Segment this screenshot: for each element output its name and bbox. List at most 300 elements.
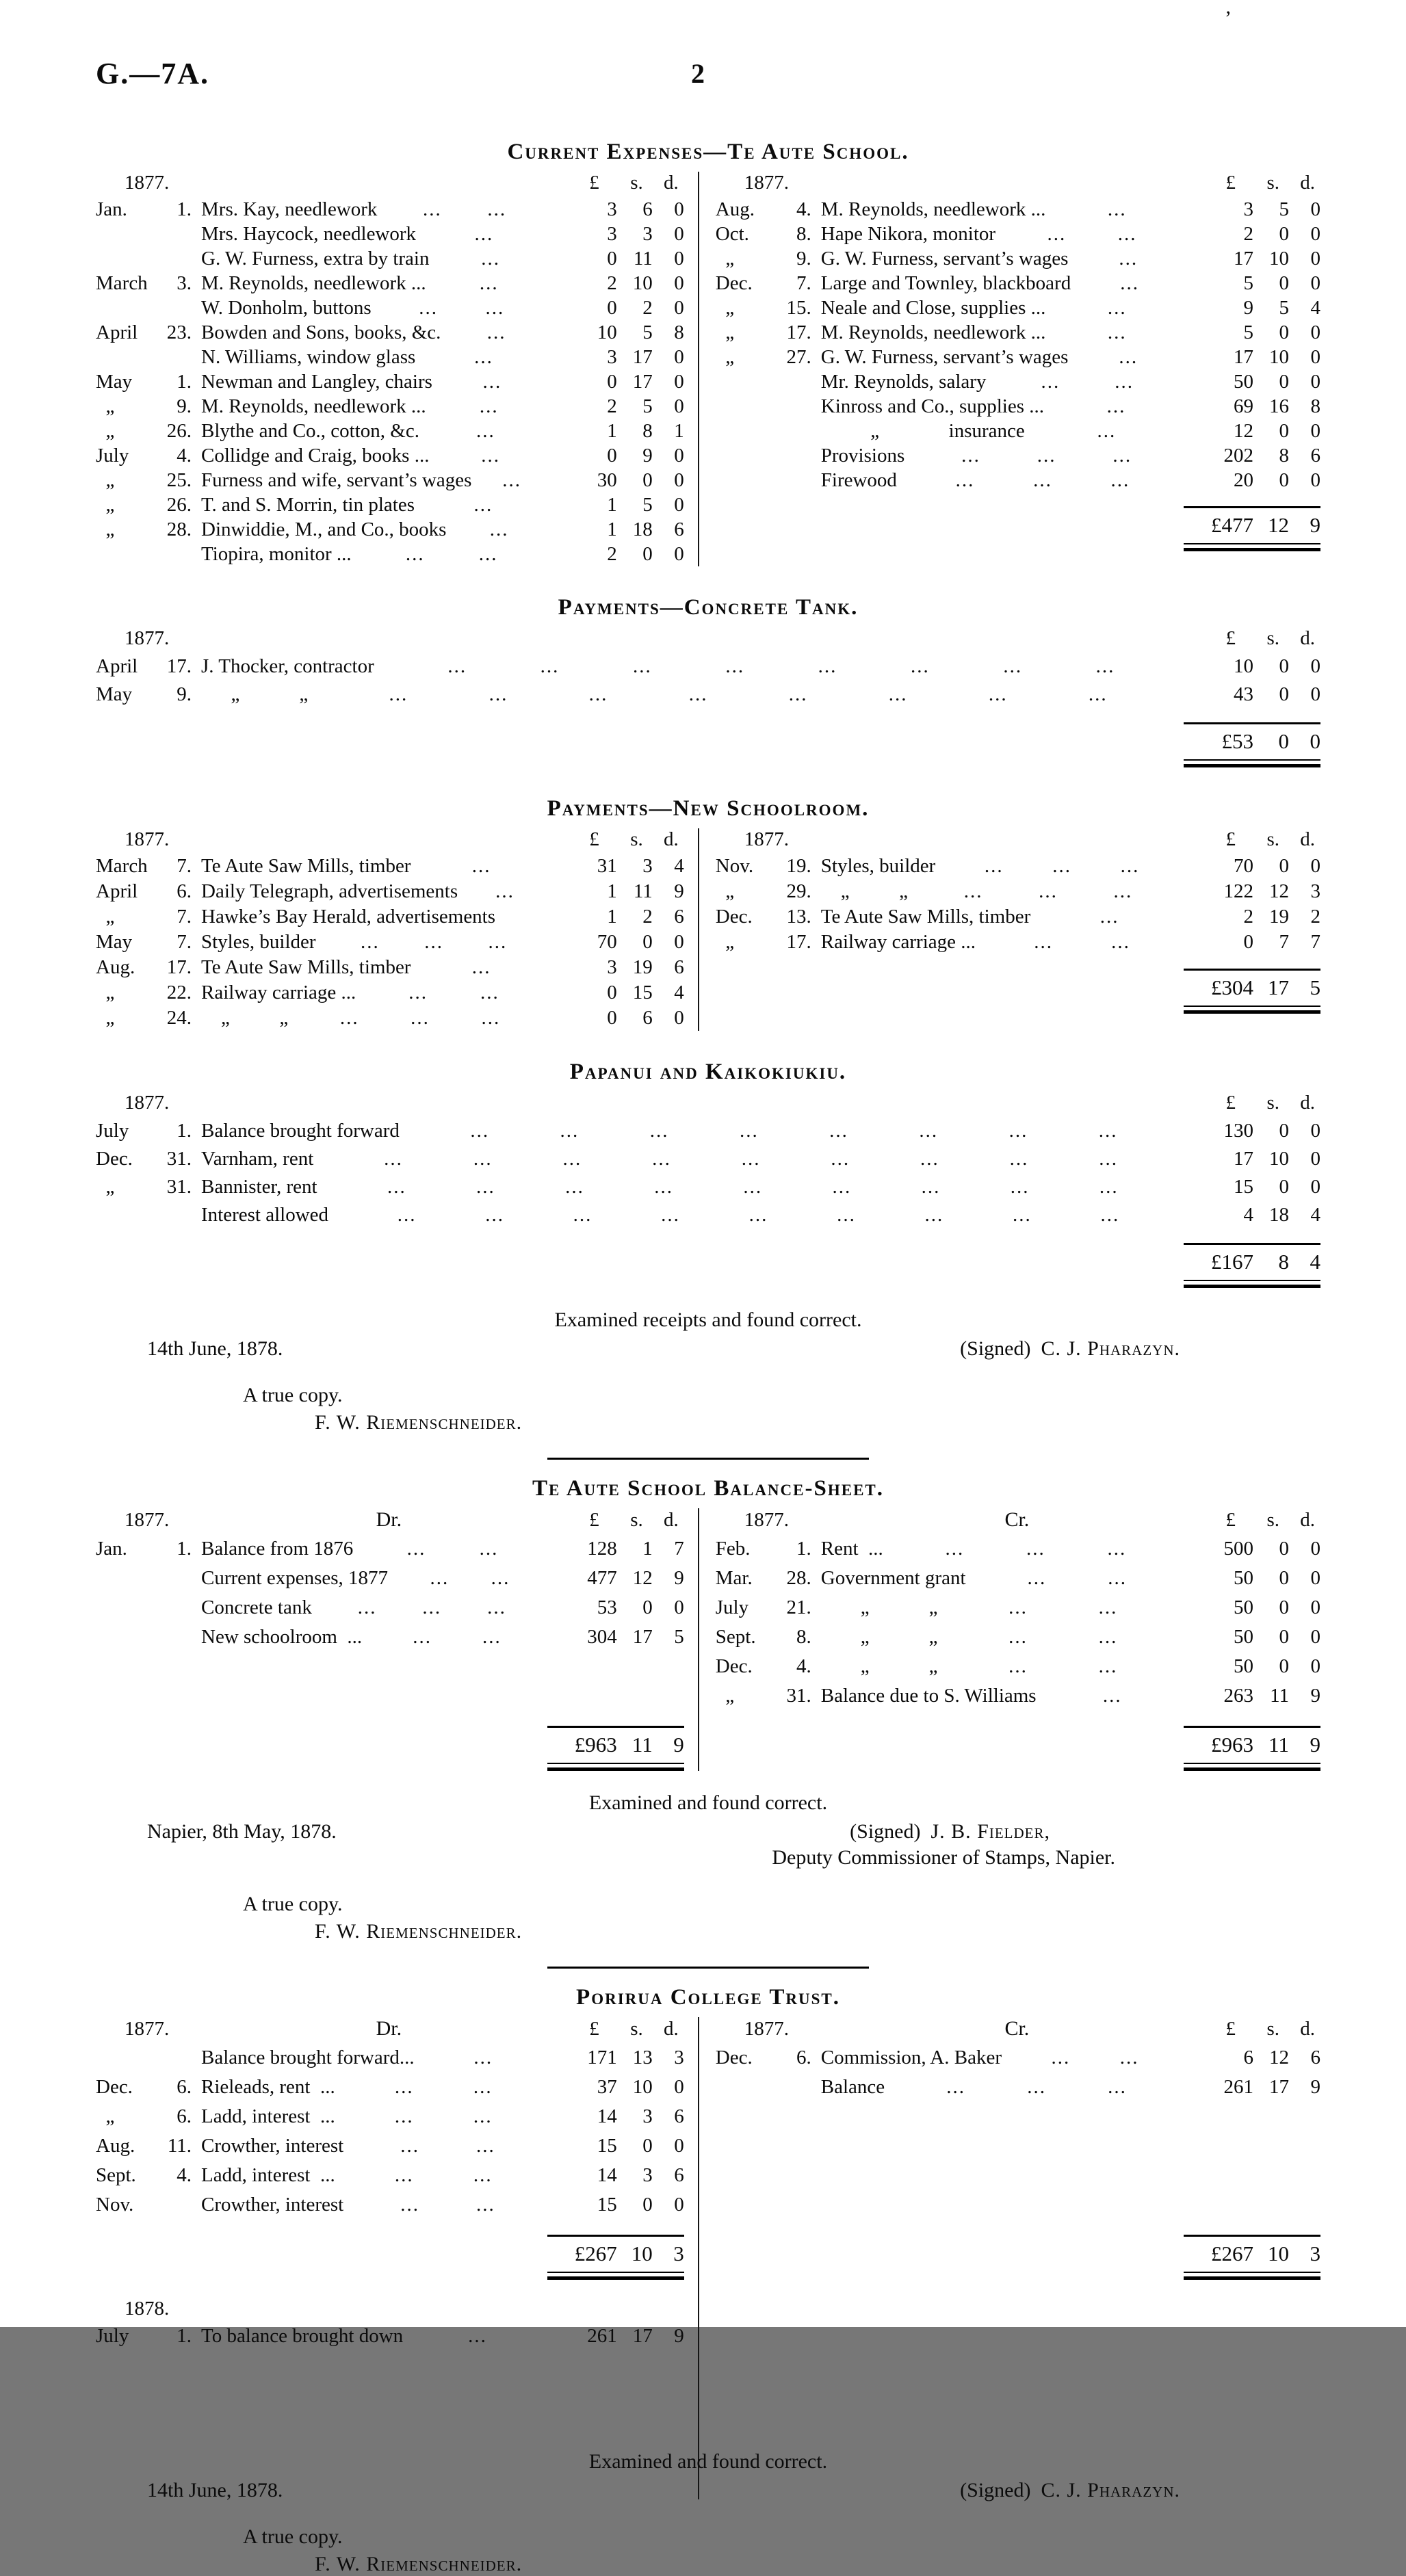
day-cell: 26. bbox=[166, 494, 192, 516]
shillings-cell: 0 bbox=[1279, 272, 1289, 294]
dot-leaders: ... ... bbox=[400, 2194, 495, 2216]
ledger-column-credit bbox=[699, 1508, 1320, 1771]
total-pence: 9 bbox=[1310, 1733, 1320, 1757]
shillings-cell: 0 bbox=[1279, 855, 1289, 877]
description-cell: Current expenses, 1877 bbox=[201, 1567, 389, 1589]
pence-cell: 0 bbox=[674, 1596, 684, 1618]
total-rule bbox=[1184, 1726, 1320, 1728]
total-row bbox=[547, 2241, 684, 2267]
month-cell: „ bbox=[715, 1685, 735, 1707]
month-cell: „ bbox=[96, 2105, 115, 2127]
ledger-rows bbox=[716, 854, 1320, 955]
shillings-cell: 5 bbox=[642, 321, 653, 343]
pounds-cell: 171 bbox=[587, 2047, 617, 2068]
shillings-cell: 0 bbox=[1279, 1176, 1289, 1198]
total-pence: 5 bbox=[1310, 975, 1320, 999]
total-block bbox=[1184, 1243, 1320, 1288]
dot-leaders: ... bbox=[479, 272, 499, 294]
shillings-cell: 0 bbox=[1279, 1538, 1289, 1560]
pence-cell: 6 bbox=[674, 2105, 684, 2127]
total-block bbox=[1184, 1726, 1320, 1771]
pounds-cell: 43 bbox=[1234, 683, 1253, 705]
pence-header: d. bbox=[1300, 172, 1315, 194]
pence-cell: 0 bbox=[1310, 1176, 1320, 1198]
ledger-row bbox=[96, 1117, 1320, 1145]
column-header bbox=[96, 2017, 684, 2040]
pence-cell: 9 bbox=[1310, 2076, 1320, 2098]
dot-leaders: ... ... bbox=[394, 2164, 493, 2186]
day-cell: 31. bbox=[166, 1148, 192, 1170]
pounds-cell: 3 bbox=[607, 198, 617, 220]
year-label: 1877. bbox=[744, 2018, 790, 2040]
dot-leaders: ... ... bbox=[394, 2105, 493, 2127]
day-cell: 15. bbox=[786, 297, 811, 319]
page-number: 2 bbox=[691, 58, 705, 89]
attestation-date: Napier, 8th May, 1878. bbox=[147, 1820, 337, 1843]
ledger-rows bbox=[716, 2043, 1320, 2221]
pence-cell: 5 bbox=[674, 1626, 684, 1648]
total-pence: 0 bbox=[1310, 729, 1320, 753]
pence-cell: 0 bbox=[674, 223, 684, 245]
pence-cell: 1 bbox=[674, 420, 684, 442]
shillings-cell: 0 bbox=[1279, 420, 1289, 442]
day-cell: 4. bbox=[177, 445, 192, 466]
ledger-row bbox=[96, 1622, 684, 1652]
day-cell: 17. bbox=[786, 931, 811, 953]
pounds-cell: 3 bbox=[1243, 198, 1253, 220]
pence-cell: 0 bbox=[674, 469, 684, 491]
description-cell: Bannister, rent bbox=[201, 1176, 317, 1198]
month-cell: Aug. bbox=[715, 198, 755, 220]
shillings-cell: 0 bbox=[1279, 1120, 1289, 1142]
description-cell: Te Aute Saw Mills, timber bbox=[201, 956, 411, 978]
total-rule bbox=[547, 2235, 684, 2237]
ledger-row bbox=[716, 930, 1320, 955]
shillings-header: s. bbox=[630, 828, 643, 850]
month-cell: „ bbox=[96, 494, 115, 516]
pence-cell: 0 bbox=[674, 445, 684, 466]
ledger-row bbox=[96, 1201, 1320, 1229]
pounds-cell: 12 bbox=[1234, 420, 1253, 442]
ledger-row bbox=[96, 904, 684, 930]
ledger-column-credit bbox=[699, 2017, 1320, 2499]
description-cell: „ „ bbox=[820, 1655, 938, 1677]
pounds-cell: 70 bbox=[1234, 855, 1253, 877]
column-header bbox=[96, 172, 684, 194]
month-cell: Jan. bbox=[96, 198, 127, 220]
pence-cell: 0 bbox=[1310, 683, 1320, 705]
pence-cell: 0 bbox=[1310, 223, 1320, 245]
description-cell: Crowther, interest bbox=[201, 2135, 344, 2157]
month-cell: Nov. bbox=[715, 855, 754, 877]
section-balance-sheet bbox=[96, 1476, 1320, 1771]
pounds-cell: 50 bbox=[1234, 1655, 1253, 1677]
description-cell: W. Donholm, buttons bbox=[201, 297, 372, 319]
description-cell: Mrs. Kay, needlework bbox=[201, 198, 378, 220]
pence-cell: 6 bbox=[1310, 445, 1320, 466]
description-cell: Balance bbox=[820, 2076, 885, 2098]
day-cell: 1. bbox=[177, 371, 192, 393]
total-row bbox=[1184, 975, 1320, 1001]
pence-header: d. bbox=[664, 1509, 679, 1531]
pence-cell: 0 bbox=[1310, 1596, 1320, 1618]
day-cell: 4. bbox=[796, 198, 811, 220]
pence-header: d. bbox=[1300, 1092, 1315, 1114]
shillings-cell: 5 bbox=[642, 494, 653, 516]
attestation-date: 14th June, 1878. bbox=[147, 1337, 283, 1360]
pounds-cell: 37 bbox=[597, 2076, 617, 2098]
description-cell: Ladd, interest ... bbox=[201, 2105, 335, 2127]
pounds-cell: 500 bbox=[1223, 1538, 1253, 1560]
ledger-row bbox=[96, 517, 684, 542]
shillings-cell: 18 bbox=[1269, 1204, 1289, 1226]
pounds-cell: 10 bbox=[597, 321, 617, 343]
ledger-rows bbox=[96, 1117, 1320, 1229]
month-cell: Feb. bbox=[715, 1538, 751, 1560]
description-cell: Varnham, rent bbox=[201, 1148, 314, 1170]
ledger-row bbox=[716, 271, 1320, 295]
pounds-cell: 50 bbox=[1234, 1596, 1253, 1618]
month-cell: Sept. bbox=[715, 1626, 756, 1648]
description-cell: Mr. Reynolds, salary bbox=[820, 371, 987, 393]
pence-cell: 0 bbox=[1310, 321, 1320, 343]
shillings-cell: 0 bbox=[642, 2194, 653, 2216]
dot-leaders: ... ... ... ... ... ... ... ... bbox=[447, 655, 1115, 677]
dot-leaders: ... ... bbox=[423, 198, 507, 220]
pounds-header: £ bbox=[1225, 627, 1236, 649]
dot-leaders: ... ... ... ... ... ... ... ... ... bbox=[387, 1176, 1119, 1198]
year-label: 1877. bbox=[744, 1509, 790, 1531]
shillings-cell: 0 bbox=[642, 931, 653, 953]
pounds-header: £ bbox=[589, 1509, 599, 1531]
total-pounds: £167 bbox=[1211, 1250, 1253, 1274]
total-block bbox=[1184, 506, 1320, 551]
description-cell: Newman and Langley, chairs bbox=[201, 371, 432, 393]
month-cell: March bbox=[96, 272, 148, 294]
description-cell: Neale and Close, supplies ... bbox=[820, 297, 1046, 319]
total-row bbox=[1184, 1249, 1320, 1275]
dot-leaders: ... ... bbox=[1047, 223, 1137, 245]
pounds-cell: 2 bbox=[607, 395, 617, 417]
description-cell: „ „ bbox=[820, 880, 909, 902]
description-cell: To balance brought down bbox=[201, 2325, 404, 2347]
ledger-row bbox=[96, 394, 684, 419]
dot-leaders: ... bbox=[476, 420, 495, 442]
description-cell: Hape Nikora, monitor bbox=[820, 223, 996, 245]
month-cell: „ bbox=[715, 248, 735, 270]
day-cell: 1. bbox=[177, 1120, 192, 1142]
signed-label: (Signed) bbox=[850, 1820, 921, 1843]
description-cell: Te Aute Saw Mills, timber bbox=[201, 855, 411, 877]
pence-cell: 6 bbox=[674, 2164, 684, 2186]
day-cell: 31. bbox=[786, 1685, 811, 1707]
column-header bbox=[96, 828, 684, 851]
pence-cell: 0 bbox=[1310, 198, 1320, 220]
total-shillings: 0 bbox=[1278, 729, 1289, 753]
ledger-rows bbox=[716, 197, 1320, 492]
day-cell: 9. bbox=[177, 683, 192, 705]
section-divider bbox=[547, 1967, 869, 1969]
day-cell: 8. bbox=[796, 223, 811, 245]
pence-cell: 0 bbox=[674, 371, 684, 393]
two-column-ledger bbox=[96, 828, 1320, 1031]
shillings-cell: 19 bbox=[632, 956, 653, 978]
pounds-cell: 3 bbox=[607, 346, 617, 368]
ledger-row bbox=[716, 2043, 1320, 2073]
pence-cell: 0 bbox=[1310, 1626, 1320, 1648]
pounds-cell: 0 bbox=[607, 297, 617, 319]
dot-leaders: ... ... bbox=[406, 1538, 499, 1560]
description-cell: Rent ... bbox=[820, 1538, 883, 1560]
dot-leaders: ... ... ... bbox=[946, 2076, 1127, 2098]
currency-header bbox=[552, 1509, 684, 1532]
pence-cell: 0 bbox=[674, 395, 684, 417]
dot-leaders: ... bbox=[482, 371, 502, 393]
dot-leaders: ... ... bbox=[1034, 931, 1130, 953]
shillings-cell: 6 bbox=[642, 198, 653, 220]
ledger-row bbox=[96, 492, 684, 517]
currency-header bbox=[552, 172, 684, 194]
description-cell: Styles, builder bbox=[201, 931, 316, 953]
ledger-row bbox=[716, 1652, 1320, 1681]
shillings-cell: 18 bbox=[632, 518, 653, 540]
day-cell: 9. bbox=[796, 248, 811, 270]
description-cell: Large and Townley, blackboard bbox=[820, 272, 1071, 294]
pence-cell: 0 bbox=[1310, 371, 1320, 393]
ink-mark: ’ bbox=[1225, 7, 1232, 29]
total-shillings: 11 bbox=[1268, 1733, 1289, 1757]
shillings-cell: 0 bbox=[1279, 683, 1289, 705]
ledger-row bbox=[96, 197, 684, 222]
ledger-row bbox=[96, 955, 684, 980]
description-cell: Balance brought forward... bbox=[201, 2047, 415, 2068]
description-cell: Balance brought forward bbox=[201, 1120, 400, 1142]
day-cell: 13. bbox=[786, 906, 811, 928]
pounds-header: £ bbox=[589, 172, 599, 194]
description-cell: M. Reynolds, needlework ... bbox=[820, 198, 1046, 220]
total-pence: 3 bbox=[1310, 2242, 1320, 2265]
pence-cell: 0 bbox=[674, 248, 684, 270]
shillings-cell: 3 bbox=[642, 855, 653, 877]
description-cell: Interest allowed bbox=[201, 1204, 329, 1226]
dot-leaders: ... ... ... bbox=[984, 855, 1140, 877]
double-rule bbox=[1184, 759, 1320, 767]
pounds-cell: 130 bbox=[1223, 1120, 1253, 1142]
shillings-cell: 5 bbox=[1279, 297, 1289, 319]
description-cell: Blythe and Co., cotton, &c. bbox=[201, 420, 419, 442]
true-copy-label: A true copy. bbox=[243, 1893, 343, 1915]
pounds-header: £ bbox=[589, 828, 599, 850]
month-cell: „ bbox=[96, 982, 115, 1003]
column-header bbox=[716, 1508, 1320, 1532]
pounds-cell: 50 bbox=[1234, 1626, 1253, 1648]
month-cell: April bbox=[96, 321, 138, 343]
pence-cell: 0 bbox=[674, 931, 684, 953]
total-rule bbox=[1184, 969, 1320, 971]
description-cell: M. Reynolds, needlework ... bbox=[820, 321, 1046, 343]
day-cell: 4. bbox=[177, 2164, 192, 2186]
dot-leaders: ... bbox=[502, 469, 521, 491]
day-cell: 17. bbox=[166, 956, 192, 978]
section-new-schoolroom bbox=[96, 796, 1320, 1031]
day-cell: 3. bbox=[177, 272, 192, 294]
column-header bbox=[96, 627, 1320, 650]
ledger-rows bbox=[96, 1534, 684, 1712]
month-cell: „ bbox=[715, 346, 735, 368]
total-rule bbox=[1184, 506, 1320, 508]
shillings-cell: 17 bbox=[632, 371, 653, 393]
pence-cell: 0 bbox=[674, 2135, 684, 2157]
dot-leaders: ... bbox=[1119, 248, 1138, 270]
dot-leaders: ... bbox=[481, 445, 500, 466]
ledger-column-debit bbox=[96, 1508, 699, 1771]
ledger-row bbox=[96, 2102, 684, 2131]
total-shillings: 10 bbox=[1268, 2242, 1289, 2265]
dot-leaders: ... bbox=[473, 2047, 493, 2068]
day-cell: 24. bbox=[166, 1007, 192, 1029]
pounds-header: £ bbox=[589, 2018, 599, 2040]
document-reference: G.—7A. bbox=[96, 57, 209, 90]
shillings-cell: 17 bbox=[632, 346, 653, 368]
month-cell: Dec. bbox=[715, 272, 753, 294]
ledger-column-right bbox=[699, 828, 1320, 1031]
pence-cell: 4 bbox=[1310, 1204, 1320, 1226]
column-header bbox=[716, 172, 1320, 194]
two-column-ledger bbox=[96, 172, 1320, 566]
day-cell: 7. bbox=[796, 272, 811, 294]
month-cell: „ bbox=[96, 395, 115, 417]
pence-cell: 6 bbox=[674, 956, 684, 978]
dot-leaders: ... ... ... ... ... ... ... ... bbox=[389, 683, 1108, 705]
total-block bbox=[547, 2235, 684, 2280]
pounds-header: £ bbox=[1225, 1509, 1236, 1531]
year-label: 1877. bbox=[125, 627, 170, 649]
signatory-name: C. J. Pharazyn. bbox=[1041, 1337, 1180, 1360]
total-pounds: £267 bbox=[1211, 2242, 1253, 2265]
pence-header: d. bbox=[1300, 828, 1315, 850]
pounds-header: £ bbox=[1225, 2018, 1236, 2040]
month-cell: July bbox=[715, 1596, 749, 1618]
pounds-cell: 0 bbox=[607, 982, 617, 1003]
description-cell: Rieleads, rent ... bbox=[201, 2076, 335, 2098]
ledger-row bbox=[716, 1593, 1320, 1622]
pounds-header: £ bbox=[1225, 828, 1236, 850]
day-cell: 11. bbox=[167, 2135, 192, 2157]
description-cell: Firewood bbox=[820, 469, 897, 491]
day-cell: 19. bbox=[786, 855, 811, 877]
pounds-cell: 261 bbox=[1223, 2076, 1253, 2098]
ledger-row bbox=[96, 345, 684, 369]
shillings-cell: 13 bbox=[632, 2047, 653, 2068]
year-label: 1877. bbox=[744, 172, 790, 194]
shillings-header: s. bbox=[630, 172, 643, 194]
description-cell: Daily Telegraph, advertisements bbox=[201, 880, 458, 902]
month-cell: „ bbox=[715, 321, 735, 343]
dot-leaders: ... ... ... bbox=[945, 1538, 1127, 1560]
description-cell: Commission, A. Baker bbox=[820, 2047, 1002, 2068]
ledger-row bbox=[716, 1622, 1320, 1652]
ledger-row bbox=[716, 468, 1320, 492]
ledger-row bbox=[96, 2131, 684, 2161]
pence-cell: 9 bbox=[674, 2325, 684, 2347]
currency-header bbox=[1188, 1509, 1320, 1532]
month-cell: July bbox=[96, 1120, 129, 1142]
pounds-cell: 1 bbox=[607, 518, 617, 540]
pounds-cell: 2 bbox=[1243, 906, 1253, 928]
pence-cell: 2 bbox=[1310, 906, 1320, 928]
column-header bbox=[716, 2017, 1320, 2040]
ledger-row bbox=[96, 879, 684, 904]
month-cell: Aug. bbox=[96, 2135, 135, 2157]
double-rule bbox=[1184, 1006, 1320, 1014]
total-rule bbox=[547, 1726, 684, 1728]
description-cell: T. and S. Morrin, tin plates bbox=[201, 494, 415, 516]
day-cell: 23. bbox=[166, 321, 192, 343]
shillings-cell: 12 bbox=[1269, 2047, 1289, 2068]
ledger-row bbox=[716, 222, 1320, 246]
shillings-header: s. bbox=[1266, 828, 1279, 850]
shillings-cell: 8 bbox=[1279, 445, 1289, 466]
copyist-name: F. W. Riemenschneider. bbox=[315, 1920, 523, 1943]
shillings-cell: 3 bbox=[642, 223, 653, 245]
pounds-cell: 4 bbox=[1243, 1204, 1253, 1226]
attestation-text: Examined and found correct. bbox=[588, 2450, 828, 2473]
dot-leaders: ... bbox=[1107, 198, 1127, 220]
pounds-cell: 6 bbox=[1243, 2047, 1253, 2068]
day-cell: 1. bbox=[796, 1538, 811, 1560]
dot-leaders: ... bbox=[1106, 395, 1126, 417]
pence-cell: 0 bbox=[1310, 1148, 1320, 1170]
description-cell: Ladd, interest ... bbox=[201, 2164, 335, 2186]
dot-leaders: ... bbox=[1119, 346, 1138, 368]
day-cell: 17. bbox=[166, 655, 192, 677]
pence-cell: 4 bbox=[674, 982, 684, 1003]
shillings-cell: 9 bbox=[642, 445, 653, 466]
pounds-cell: 10 bbox=[1234, 655, 1253, 677]
currency-header bbox=[1188, 627, 1320, 650]
ledger-row bbox=[716, 1564, 1320, 1593]
pence-header: d. bbox=[1300, 1509, 1315, 1531]
total-pounds: £304 bbox=[1211, 975, 1253, 999]
pence-cell: 0 bbox=[1310, 1538, 1320, 1560]
description-cell: „ „ bbox=[201, 1007, 289, 1029]
ledger-row bbox=[716, 2073, 1320, 2102]
description-cell: Collidge and Craig, books ... bbox=[201, 445, 430, 466]
shillings-cell: 0 bbox=[1279, 469, 1289, 491]
pounds-cell: 3 bbox=[607, 223, 617, 245]
pounds-cell: 5 bbox=[1243, 272, 1253, 294]
day-cell: 1. bbox=[177, 1538, 192, 1560]
signatory-title: Deputy Commissioner of Stamps, Napier. bbox=[772, 1846, 1115, 1869]
section-title: Papanui and Kaikokiukiu. bbox=[569, 1060, 847, 1084]
dot-leaders: ... bbox=[474, 223, 494, 245]
dot-leaders: ... bbox=[1107, 297, 1127, 319]
copyist-name: F. W. Riemenschneider. bbox=[315, 1411, 523, 1434]
ledger-rows bbox=[716, 1534, 1320, 1712]
pounds-cell: 304 bbox=[587, 1626, 617, 1648]
ledger-row bbox=[96, 271, 684, 295]
description-cell: G. W. Furness, extra by train bbox=[201, 248, 430, 270]
ledger-row bbox=[716, 879, 1320, 904]
day-cell: 29. bbox=[786, 880, 811, 902]
dot-leaders: ... bbox=[495, 880, 515, 902]
total-shillings: 17 bbox=[1268, 975, 1289, 999]
currency-header bbox=[552, 828, 684, 851]
total-pounds: £53 bbox=[1221, 729, 1253, 753]
description-cell: Mrs. Haycock, needlework bbox=[201, 223, 417, 245]
ledger-row bbox=[96, 2161, 684, 2190]
ledger-row bbox=[716, 419, 1320, 443]
